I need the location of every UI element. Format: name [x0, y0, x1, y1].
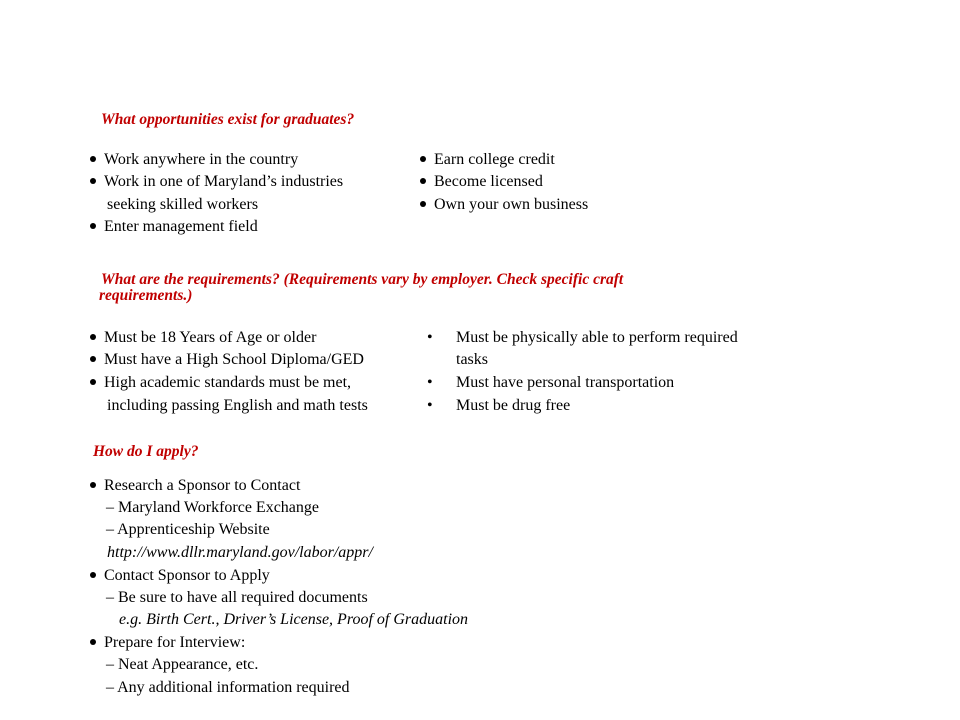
bullet-icon	[90, 178, 96, 184]
sub-item: – Any additional information required	[106, 679, 350, 696]
bullet-icon	[90, 379, 96, 385]
list-item: Contact Sponsor to Apply	[90, 567, 270, 585]
bullet-icon	[90, 356, 96, 362]
bullet-icon	[420, 178, 426, 184]
website-url: http://www.dllr.maryland.gov/labor/appr/	[107, 544, 373, 561]
list-item: Earn college credit	[420, 151, 555, 169]
list-item: Prepare for Interview:	[90, 634, 245, 652]
documents-example: e.g. Birth Cert., Driver’s License, Proof of Graduation	[119, 611, 469, 628]
list-item: High academic standards must be met,	[90, 374, 351, 392]
bullet-icon: •	[427, 397, 433, 414]
list-item-continuation: seeking skilled workers	[107, 196, 259, 213]
list-item: Become licensed	[420, 173, 543, 191]
list-item: • Must be physically able to perform required	[427, 329, 738, 346]
list-item: Enter management field	[90, 218, 258, 236]
bullet-icon	[90, 639, 96, 645]
list-item: • Must be drug free	[427, 397, 571, 414]
list-item: Own your own business	[420, 196, 588, 214]
sub-item: – Maryland Workforce Exchange	[106, 499, 319, 516]
list-item: • Must have personal transportation	[427, 374, 675, 391]
bullet-icon: •	[427, 329, 433, 346]
bullet-icon	[90, 156, 96, 162]
bullet-icon	[420, 156, 426, 162]
sub-item: – Be sure to have all required documents	[106, 589, 368, 606]
bullet-icon	[420, 201, 426, 207]
sub-item: – Neat Appearance, etc.	[106, 656, 259, 673]
list-item: Work in one of Maryland’s industries	[90, 173, 343, 191]
list-item: Work anywhere in the country	[90, 151, 298, 169]
list-item: Must have a High School Diploma/GED	[90, 351, 364, 369]
sub-item: – Apprenticeship Website	[106, 521, 270, 538]
bullet-icon	[90, 334, 96, 340]
opportunities-heading: What opportunities exist for graduates?	[101, 111, 355, 128]
bullet-icon	[90, 482, 96, 488]
requirements-heading: What are the requirements? (Requirements vary by employer. Check specific craft	[101, 271, 624, 288]
bullet-icon	[90, 223, 96, 229]
list-item-continuation: including passing English and math tests	[107, 397, 368, 414]
list-item: Research a Sponsor to Contact	[90, 477, 300, 495]
requirements-heading-cont: requirements.)	[99, 287, 193, 304]
list-item: Must be 18 Years of Age or older	[90, 329, 316, 347]
apply-heading: How do I apply?	[93, 443, 199, 460]
list-item-continuation: tasks	[456, 351, 488, 368]
bullet-icon: •	[427, 374, 433, 391]
bullet-icon	[90, 572, 96, 578]
